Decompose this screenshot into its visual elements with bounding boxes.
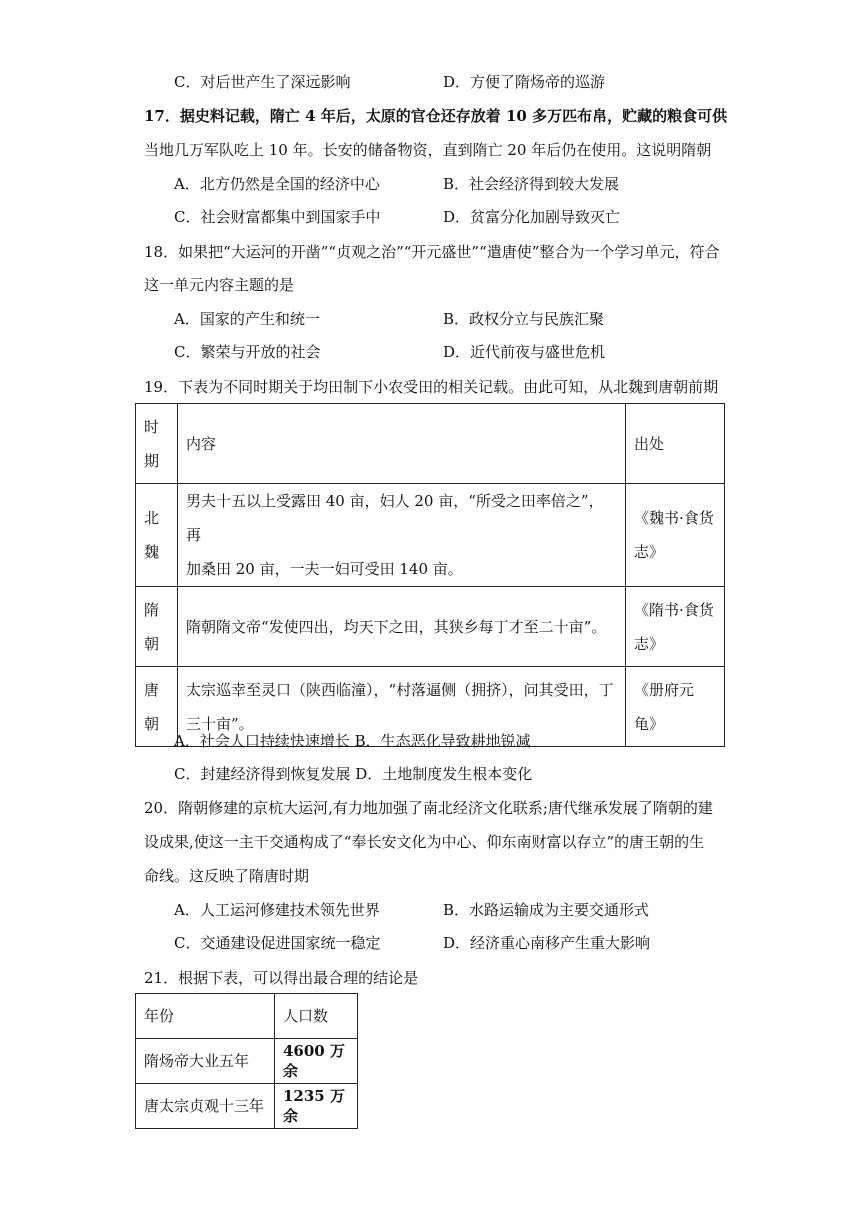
q18-option-d: D．近代前夜与盛世危机 <box>443 343 606 361</box>
q17-option-c: C．社会财富都集中到国家手中 <box>174 208 381 226</box>
table-cell-source: 《册府元 龟》 <box>626 667 725 747</box>
q21-stem-line-1: 21．根据下表，可以得出最合理的结论是 <box>144 969 419 987</box>
table-cell-period: 唐 朝 <box>136 667 178 747</box>
table-row <box>136 1084 358 1129</box>
q20-stem-line-1: 20．隋朝修建的京杭大运河,有力地加强了南北经济文化联系;唐代继承发展了隋朝的建 <box>144 799 713 817</box>
q18-stem-line-1: 18．如果把“大运河的开凿”“贞观之治”“开元盛世”“遣唐使”整合为一个学习单元，符合 <box>144 243 720 261</box>
table-header-content: 内容 <box>178 404 626 484</box>
q19-stem-line-1: 19．下表为不同时期关于均田制下小农受田的相关记载。由此可知，从北魏到唐朝前期 <box>144 378 719 396</box>
q17-option-d: D．贫富分化加剧导致灭亡 <box>443 208 621 226</box>
table-cell-period: 隋 朝 <box>136 587 178 667</box>
table-cell-population: 1235 万余 <box>275 1084 358 1129</box>
table-cell-year: 唐太宗贞观十三年 <box>136 1084 275 1129</box>
table-header-population: 人口数 <box>275 994 358 1039</box>
q18-option-b: B．政权分立与民族汇聚 <box>443 310 605 328</box>
q17-option-b: B．社会经济得到较大发展 <box>443 175 620 193</box>
q18-option-c: C．繁荣与开放的社会 <box>174 343 321 361</box>
table-cell-year: 隋炀帝大业五年 <box>136 1039 275 1084</box>
table-header-row <box>136 994 358 1039</box>
q20-option-c: C．交通建设促进国家统一稳定 <box>174 934 381 952</box>
table-row <box>136 1039 358 1084</box>
table-row <box>136 484 725 587</box>
table-header-row <box>136 404 725 484</box>
q20-stem-line-2: 设成果,使这一主干交通构成了“奉长安文化为中心、仰东南财富以存立”的唐王朝的生 <box>144 833 705 851</box>
q20-option-b: B．水路运输成为主要交通形式 <box>443 901 650 919</box>
table-row <box>136 587 725 667</box>
table-header-year: 年份 <box>136 994 275 1039</box>
q17-stem-line-1: 17．据史料记载，隋亡 4 年后，太原的官仓还存放着 10 多万匹布帛，贮藏的粮食可供 <box>144 107 728 125</box>
table-cell-content: 隋朝隋文帝“发使四出，均天下之田，其狭乡每丁才至二十亩”。 <box>178 587 626 667</box>
q19-table <box>135 403 725 747</box>
table-cell-population: 4600 万余 <box>275 1039 358 1084</box>
q19-options-ab: A．社会人口持续快速增长 B．生态恶化导致耕地锐减 <box>174 732 531 750</box>
q17-option-a: A．北方仍然是全国的经济中心 <box>174 175 380 193</box>
q18-option-a: A．国家的产生和统一 <box>174 310 320 328</box>
table-cell-source: 《魏书·食货 志》 <box>626 484 725 587</box>
table-cell-content: 太宗巡幸至灵口（陕西临潼），“村落逼侧（拥挤），问其受田，丁 三十亩”。 <box>178 667 626 747</box>
q16-option-c: C．对后世产生了深远影响 <box>174 73 351 91</box>
q21-table <box>135 993 358 1129</box>
table-cell-source: 《隋书·食货 志》 <box>626 587 725 667</box>
q17-stem-line-2: 当地几万军队吃上 10 年。长安的储备物资，直到隋亡 20 年后仍在使用。这说明隋朝 <box>144 141 712 159</box>
table-header-period: 时 期 <box>136 404 178 484</box>
q19-options-cd: C．封建经济得到恢复发展 D．土地制度发生根本变化 <box>174 765 533 783</box>
q20-option-a: A．人工运河修建技术领先世界 <box>174 901 380 919</box>
table-cell-period: 北 魏 <box>136 484 178 587</box>
table-cell-content: 男夫十五以上受露田 40 亩，妇人 20 亩，“所受之田率倍之”，再 加桑田 20 亩，一夫一妇可受田 140 亩。 <box>178 484 626 587</box>
q20-stem-line-3: 命线。这反映了隋唐时期 <box>144 867 310 885</box>
q20-option-d: D．经济重心南移产生重大影响 <box>443 934 651 952</box>
table-header-source: 出处 <box>626 404 725 484</box>
q16-option-d: D．方便了隋炀帝的巡游 <box>443 73 606 91</box>
q18-stem-line-2: 这一单元内容主题的是 <box>144 276 295 294</box>
